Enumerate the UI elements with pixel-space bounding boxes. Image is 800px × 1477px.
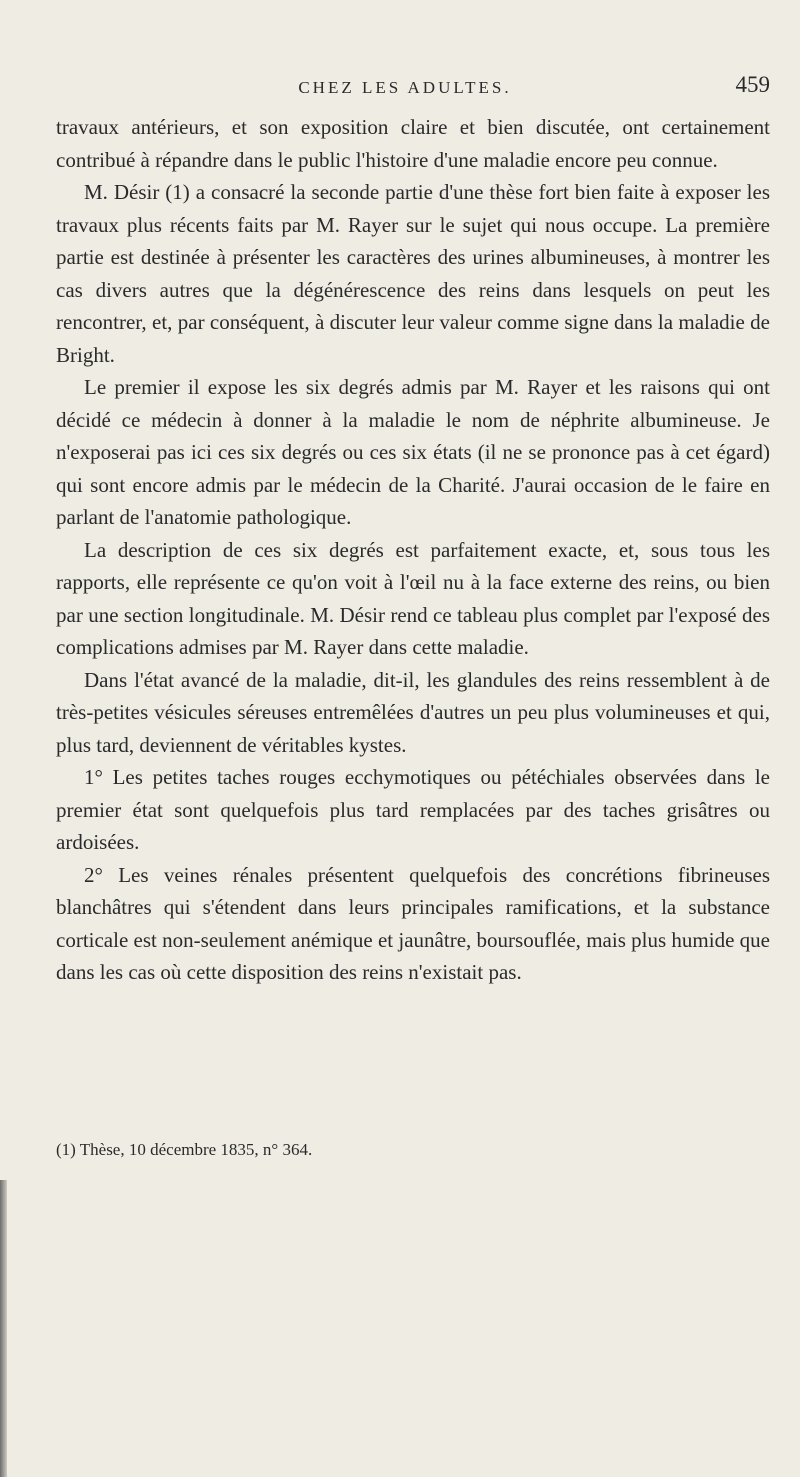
gutter-shadow	[0, 1180, 7, 1477]
footnote: (1) Thèse, 10 décembre 1835, n° 364.	[56, 1140, 313, 1159]
running-head	[40, 72, 770, 106]
paragraph-desir-thesis: M. Désir (1) a consacré la seconde partie d'une thèse fort bien faite à exposer les travaux plus récents faits par M. Rayer sur le sujet qui nous occupe. La première partie est destinée à présenter les caractères des urines albumineuses, à montrer les cas divers autres que la dégénérescence des reins dans lesquels on peut les rencontrer, et, par conséquent, à discuter leur valeur comme signe dans la maladie de Bright.	[56, 180, 770, 367]
paragraph-advanced-state: Dans l'état avancé de la maladie, dit-il, les glandules des reins ressemblent à de très-petites vésicules séreuses entremêlées d'autres un peu plus volumineuses et qui, plus tard, deviennent de véritables kystes.	[56, 667, 770, 757]
paragraph-continuation: travaux antérieurs, et son exposition claire et bien discutée, ont certainement contribué à répandre dans le public l'histoire d'une maladie encore peu connue.	[56, 115, 770, 172]
paragraph-item-2: 2° Les veines rénales présentent quelquefois des concrétions fibrineuses blanchâtres qui s'étendent dans leurs principales ramifications, et la substance corticale est non-seulement anémique et jaunâtre, boursouflée, mais plus humide que dans les cas où cette disposition des reins n'existait pas.	[56, 862, 770, 984]
body-text	[56, 111, 770, 989]
paragraph-description: La description de ces six degrés est parfaitement exacte, et, sous tous les rapports, elle représente ce qu'on voit à l'œil nu à la face externe des reins, ou bien par une section longitudinale. M. Désir rend ce tableau plus complet par l'exposé des complications admises par M. Rayer dans cette maladie.	[56, 537, 770, 659]
paragraph-six-degrees: Le premier il expose les six degrés admis par M. Rayer et les raisons qui ont décidé ce médecin à donner à la maladie le nom de néphrite albumineuse. Je n'exposerai pas ici ces six degrés ou ces six états (il ne se prononce pas à cet égard) qui sont encore admis par le médecin de la Charité. J'aurai occasion de le faire en parlant de l'anatomie pathologique.	[56, 375, 770, 529]
running-title: CHEZ LES ADULTES.	[298, 78, 512, 97]
page-number: 459	[735, 72, 770, 97]
paragraph-item-1: 1° Les petites taches rouges ecchymotiques ou pétéchiales observées dans le premier état sont quelquefois plus tard remplacées par des taches grisâtres ou ardoisées.	[56, 765, 770, 854]
